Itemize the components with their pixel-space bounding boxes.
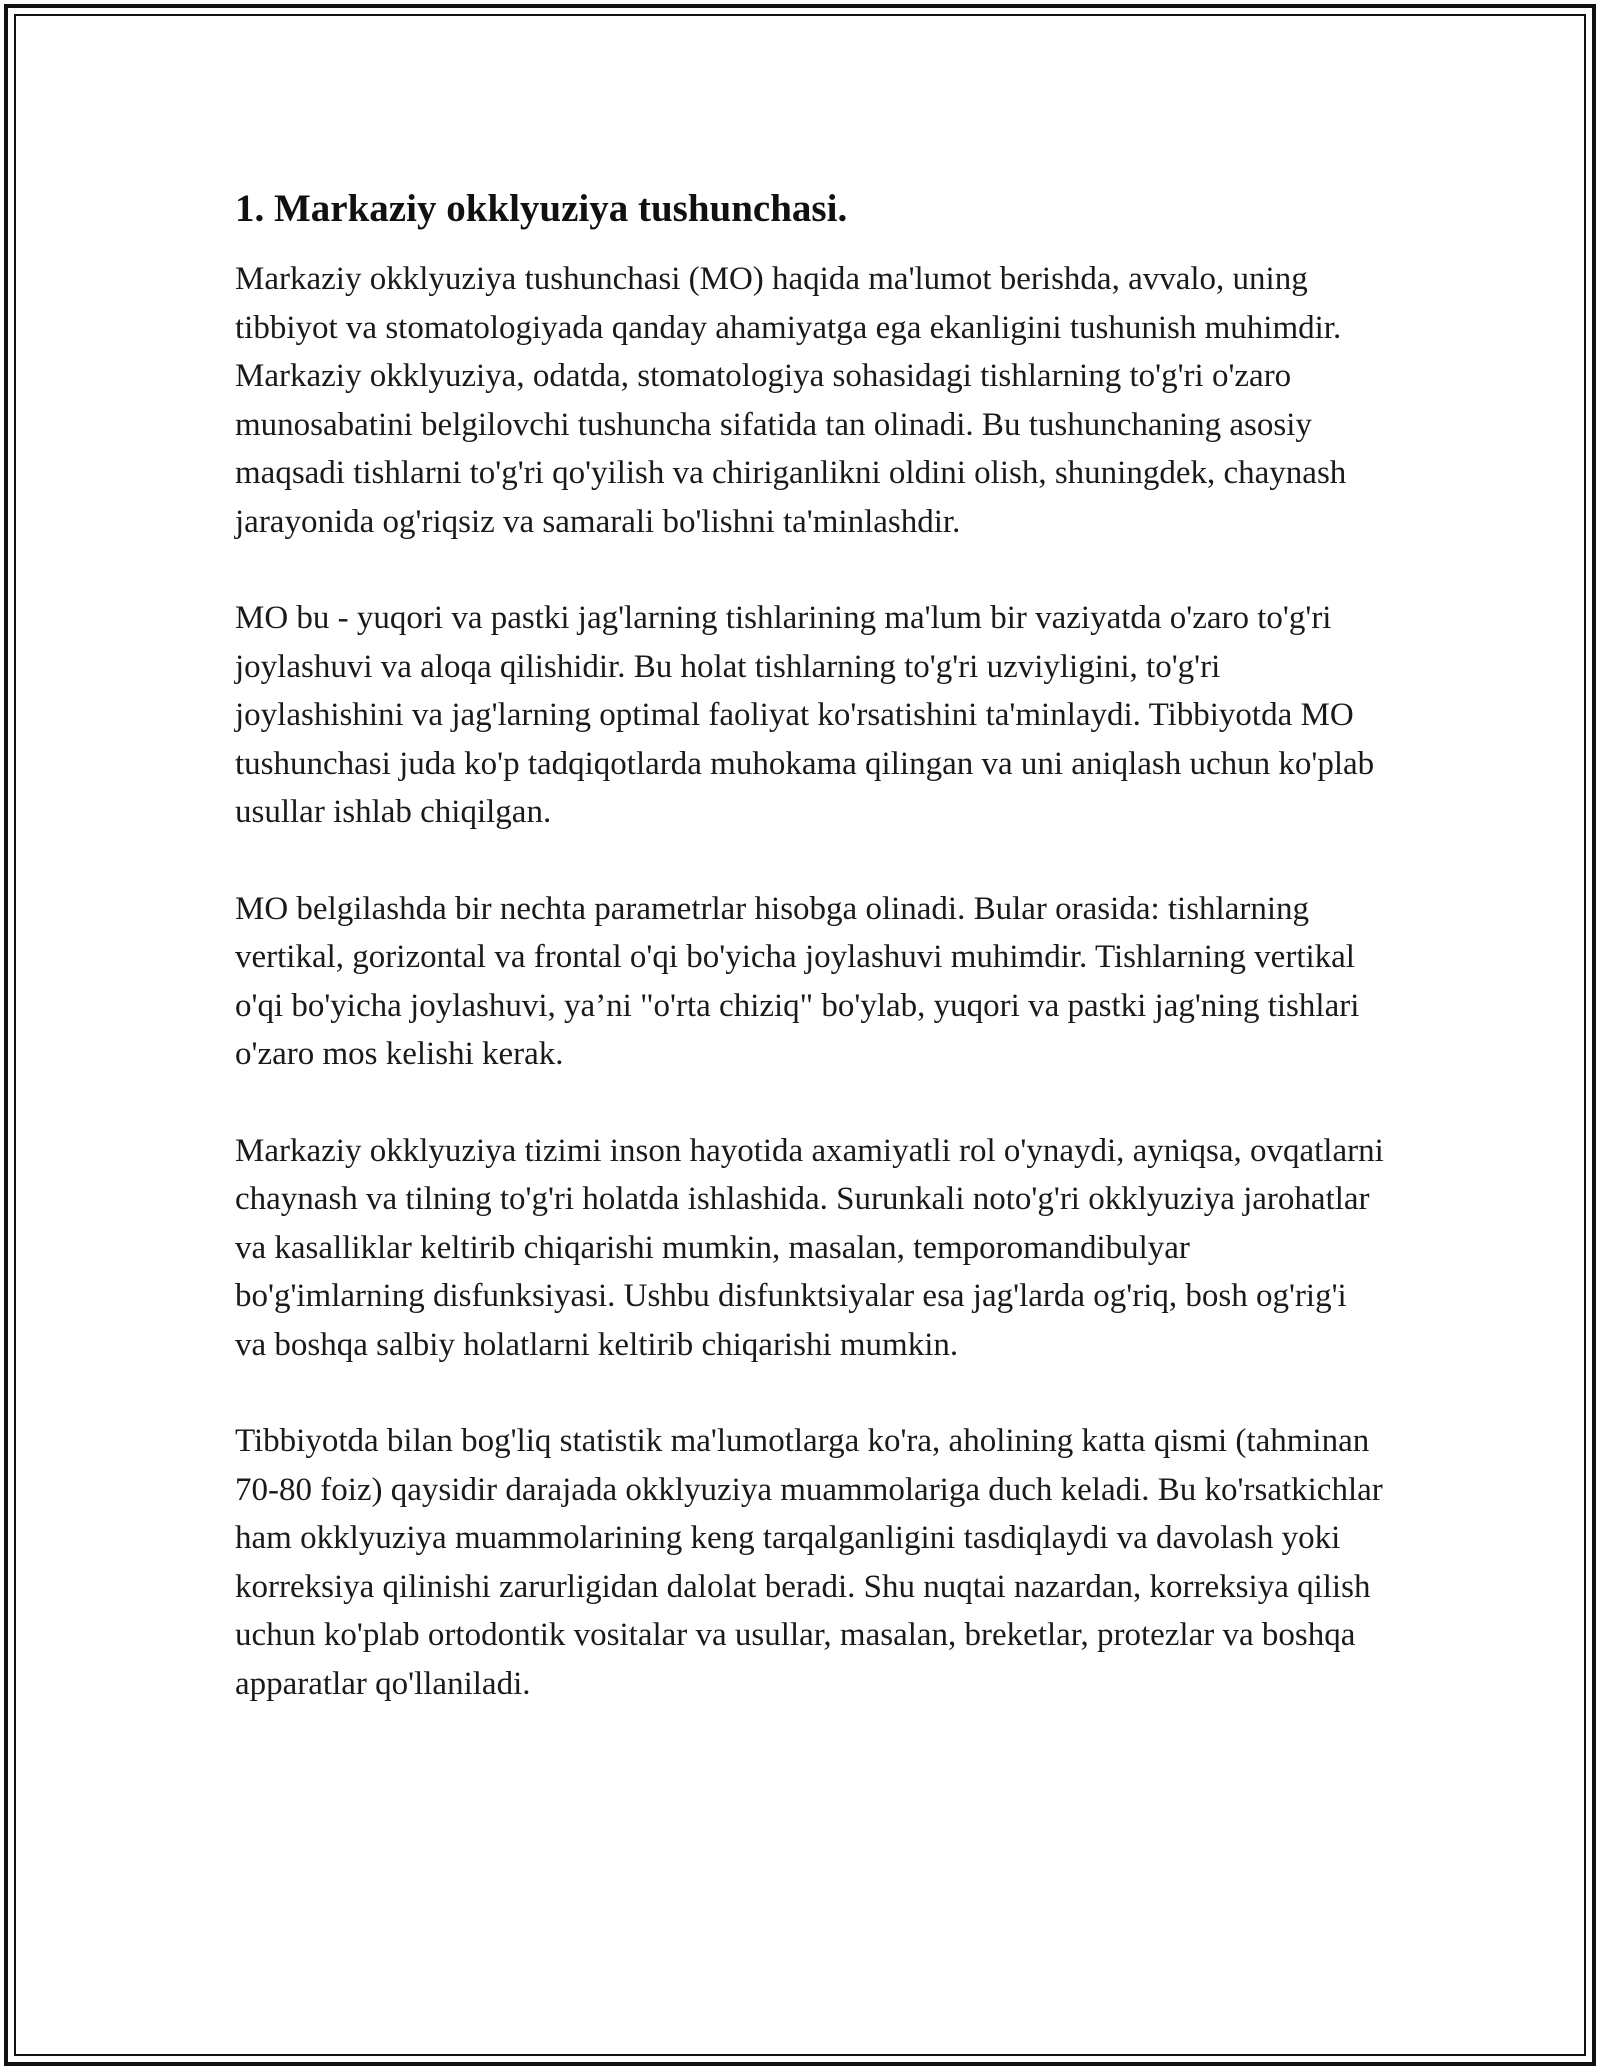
paragraph-4: Markaziy okklyuziya tizimi inson hayotida axamiyatli rol o'ynaydi, ayniqsa, ovqatlarni chaynash va tilning to'g'ri holatda ishlashida. Surunkali noto'g'ri okklyuziya jarohatlar va kasalliklar keltirib chiqarishi mumkin, masalan, temporomandibulyar bo'g'imlarning disfunksiyasi. Ushbu disfunktsiyalar esa jag'larda og'riq, bosh og'rig'i va boshqa salbiy holatlarni keltirib chiqarishi mumkin. — [235, 1132, 1384, 1363]
paragraph-3: MO belgilashda bir nechta parametrlar hisobga olinadi. Bular orasida: tishlarning vertikal, gorizontal va frontal o'qi bo'yicha joylashuvi muhimdir. Tishlarning vertikal o'qi bo'yicha joylashuvi, ya’ni "o'rta chiziq" bo'ylab, yuqori va pastki jag'ning tishlari o'zaro mos kelishi kerak. — [235, 890, 1360, 1072]
paragraph-5: Tibbiyotda bilan bog'liq statistik ma'lumotlarga ko'ra, aholining katta qismi (tahminan 70-80 foiz) qaysidir darajada okklyuziya muammolariga duch keladi. Bu ko'rsatkichlar ham okklyuziya muammolarining keng tarqalganligini tasdiqlaydi va davolash yoki korreksiya qilinishi zarurligidan dalolat beradi. Shu nuqtai nazardan, korreksiya qilish uchun ko'plab ortodontik vositalar va usullar, masalan, breketlar, protezlar va boshqa apparatlar qo'llaniladi. — [235, 1423, 1383, 1702]
document-body — [235, 185, 1385, 1756]
paragraph-1: Markaziy okklyuziya tushunchasi (MO) haqida ma'lumot berishda, avvalo, uning tibbiyot va stomatologiyada qanday ahamiyatga ega ekanligini tushunish muhimdir. Markaziy okklyuziya, odatda, stomatologiya sohasidagi tishlarning to'g'ri o'zaro munosabatini belgilovchi tushuncha sifatida tan olinadi. Bu tushunchaning asosiy maqsadi tishlarni to'g'ri qo'yilish va chiriganlikni oldini olish, shuningdek, chaynash jarayonida og'riqsiz va samarali bo'lishni ta'minlashdir. — [235, 261, 1347, 540]
paragraph-2: MO bu - yuqori va pastki jag'larning tishlarining ma'lum bir vaziyatda o'zaro to'g'ri joylashuvi va aloqa qilishidir. Bu holat tishlarning to'g'ri uzviyligini, to'g'ri joylashishini va jag'larning optimal faoliyat ko'rsatishini ta'minlaydi. Tibbiyotda MO tushunchasi juda ko'p tadqiqotlarda muhokama qilingan va uni aniqlash uchun ko'plab usullar ishlab chiqilgan. — [235, 600, 1375, 830]
section-heading: 1. Markaziy okklyuziya tushunchasi. — [235, 187, 848, 230]
